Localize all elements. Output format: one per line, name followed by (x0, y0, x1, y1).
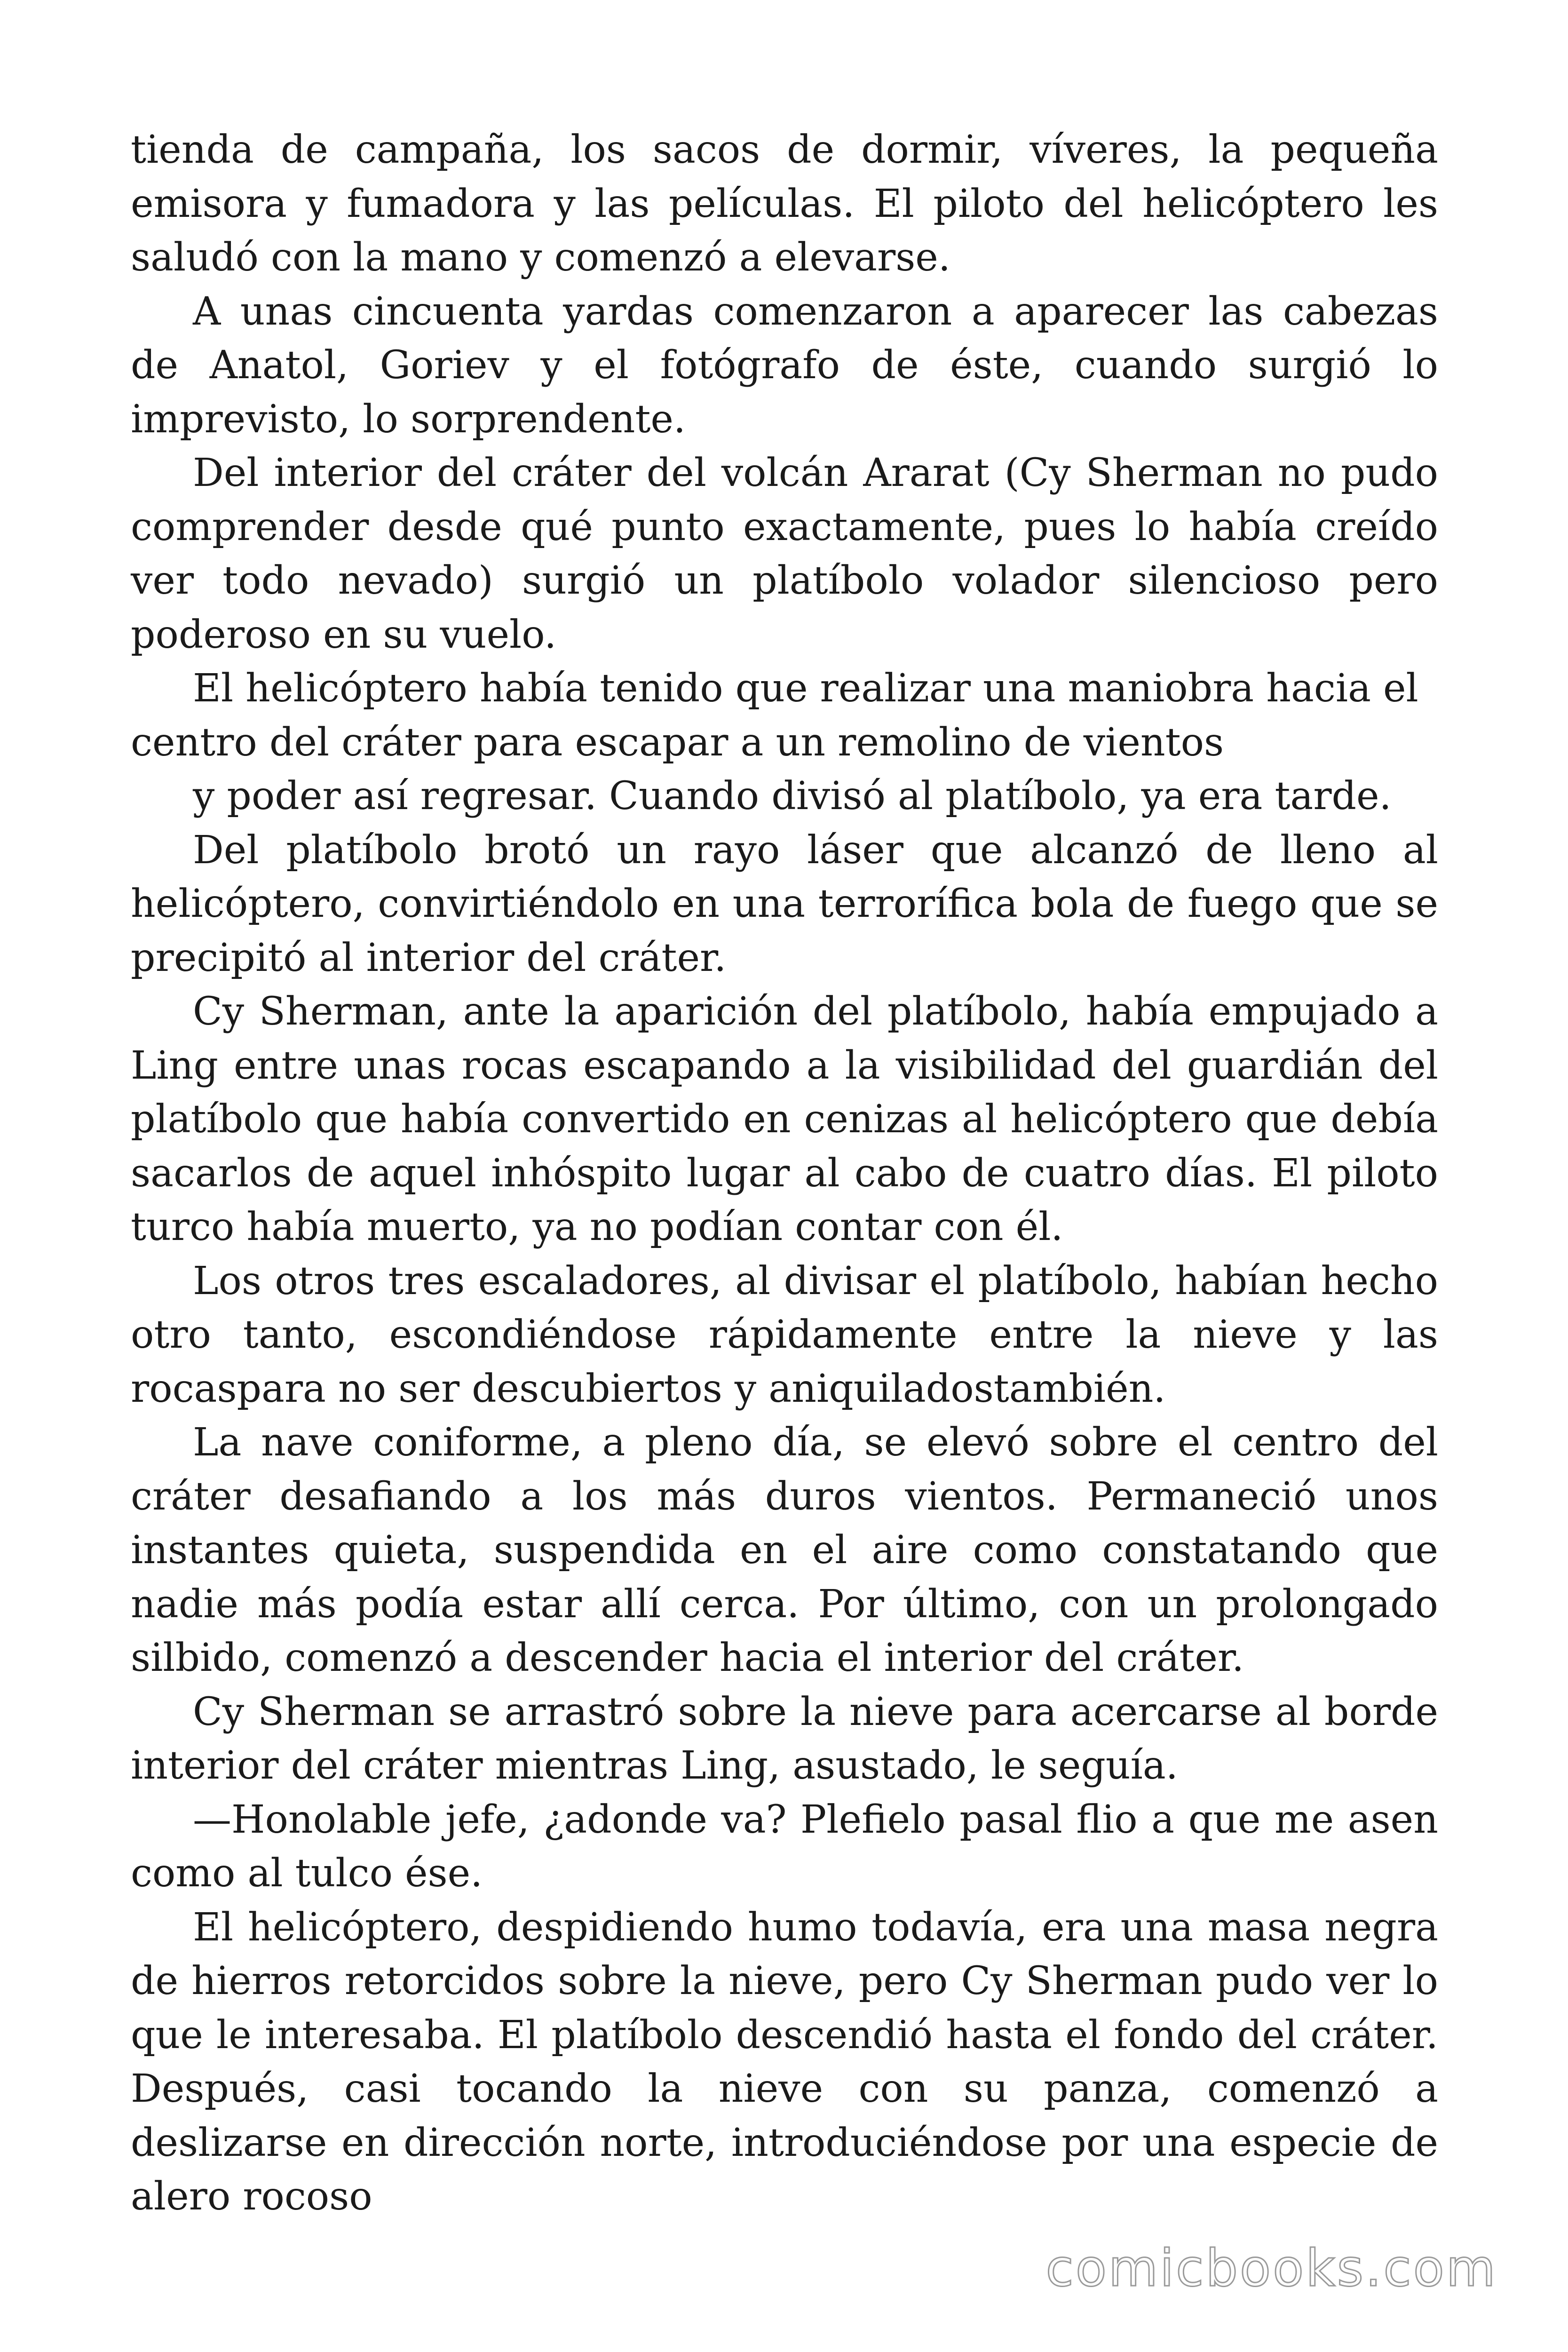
paragraph: tienda de campaña, los sacos de dormir, víveres, la pequeña emisora y fumadora y las películas. El piloto del helicóptero les saludó con la mano y comenzó a elevarse. (131, 127, 1438, 280)
paragraph: Cy Sherman se arrastró sobre la nieve para acercarse al borde interior del cráter mientras Ling, asustado, le seguía. (131, 1689, 1438, 1788)
paragraph: y poder así regresar. Cuando divisó al platíbolo, ya era tarde. (193, 774, 1392, 818)
paragraph: El helicóptero había tenido que realizar una maniobra hacia el centro del cráter para escapar a un remolino de vientos (131, 666, 1418, 765)
paragraph: A unas cincuenta yardas comenzaron a aparecer las cabezas de Anatol, Goriev y el fotógrafo de éste, cuando surgió lo imprevisto, lo sorprendente. (131, 289, 1438, 442)
paragraph: —Honolable jefe, ¿adonde va? Plefielo pasal flio a que me asen como al tulco ése. (131, 1797, 1438, 1896)
paragraph: Del platíbolo brotó un rayo láser que alcanzó de lleno al helicóptero, convirtiéndolo en una terrorífica bola de fuego que se precipitó al interior del cráter. (131, 827, 1438, 980)
watermark: comicbooks.com (1045, 2239, 1497, 2298)
paragraph: Del interior del cráter del volcán Ararat (Cy Sherman no pudo comprender desde qué punto exactamente, pues lo había creído ver todo nevado) surgió un platíbolo volador silencioso pero poderoso en su vuelo. (131, 451, 1438, 657)
paragraph: El helicóptero, despidiendo humo todavía, era una masa negra de hierros retorcidos sobre la nieve, pero Cy Sherman pudo ver lo que le interesaba. El platíbolo descendió hasta el fondo del cráter. Después, casi tocando la nieve con su panza, comenzó a deslizarse en dirección norte, introduciéndose por una especie de alero rocoso (131, 1905, 1438, 2219)
body-text (131, 123, 1438, 2224)
paragraph: La nave coniforme, a pleno día, se elevó sobre el centro del cráter desafiando a los más duros vientos. Permaneció unos instantes quieta, suspendida en el aire como constatando que nadie más podía estar allí cerca. Por último, con un prolongado silbido, comenzó a descender hacia el interior del cráter. (131, 1420, 1438, 1680)
paragraph: Cy Sherman, ante la aparición del platíbolo, había empujado a Ling entre unas rocas escapando a la visibilidad del guardián del platíbolo que había convertido en cenizas al helicóptero que debía sacarlos de aquel inhóspito lugar al cabo de cuatro días. El piloto turco había muerto, ya no podían contar con él. (131, 989, 1438, 1249)
paragraph: Los otros tres escaladores, al divisar el platíbolo, habían hecho otro tanto, escondiéndose rápidamente entre la nieve y las rocaspara no ser descubiertos y aniquiladostambién. (131, 1258, 1438, 1411)
